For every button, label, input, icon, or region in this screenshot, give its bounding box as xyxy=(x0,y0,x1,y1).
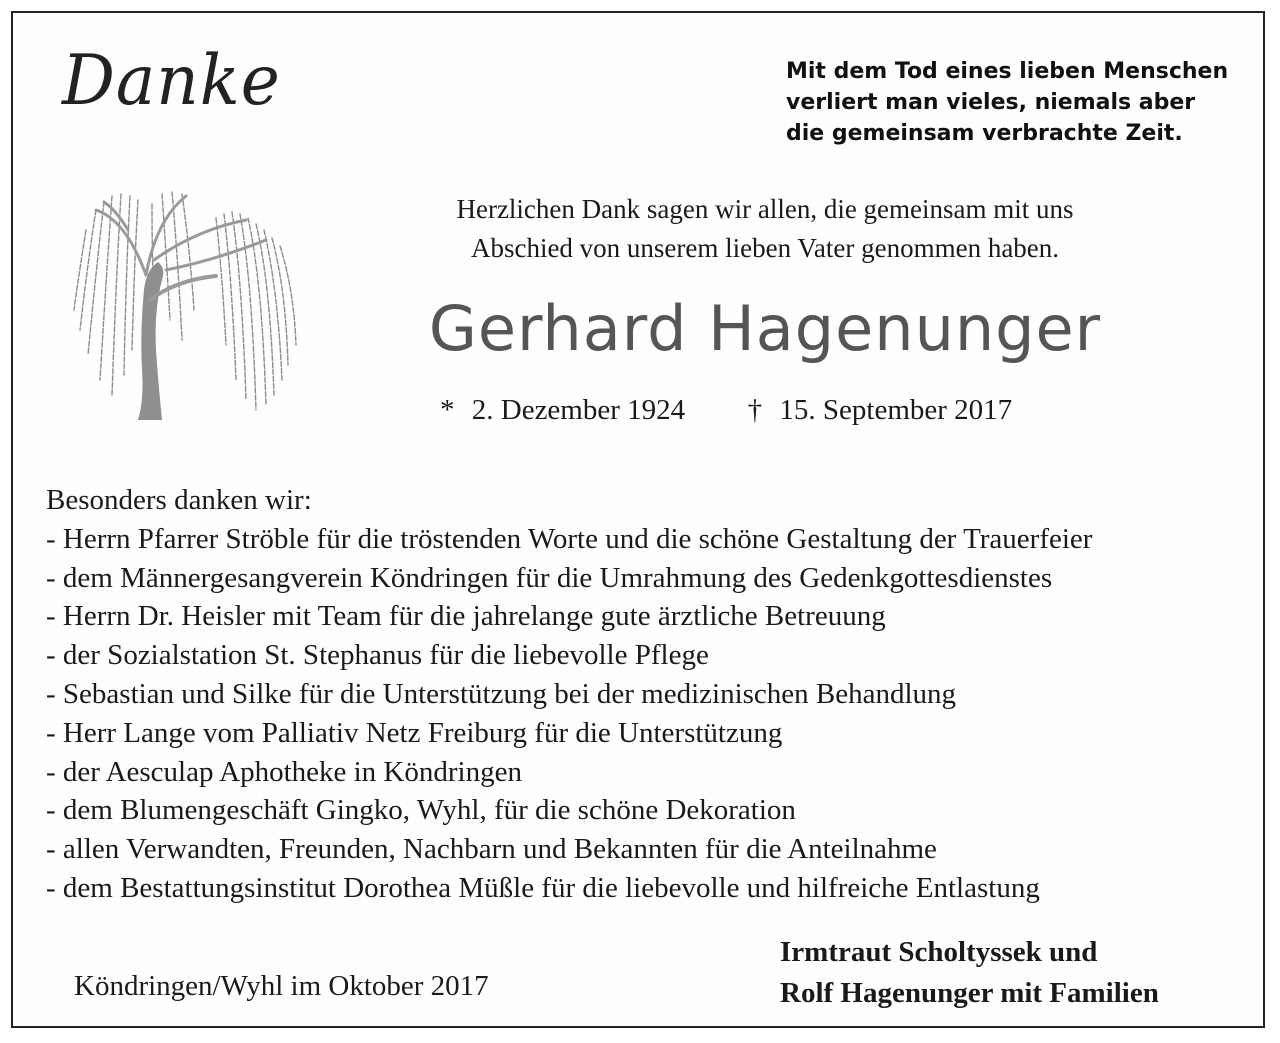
thanks-heading: Besonders danken wir: xyxy=(46,484,312,516)
list-item: - der Aesculap Aphotheke in Köndringen xyxy=(46,755,522,788)
intro-line: Abschied von unserem lieben Vater genommen haben. xyxy=(470,233,1060,263)
life-dates xyxy=(440,394,1022,427)
motto-line: verliert man vieles, niemals aber xyxy=(786,90,1196,115)
list-item: - Herr Lange vom Palliativ Netz Freiburg für die Unterstützung xyxy=(46,716,783,749)
list-item: - der Sozialstation St. Stephanus für die liebevolle Pflege xyxy=(46,639,709,672)
deceased-name: Gerhard Hagenunger xyxy=(428,292,1102,365)
motto-line: Mit dem Tod eines lieben Menschen xyxy=(786,59,1229,84)
list-item: - dem Blumengeschäft Gingko, Wyhl, für die schöne Dekoration xyxy=(46,794,796,827)
death-symbol: † xyxy=(747,394,763,426)
birth-date: 2. Dezember 1924 xyxy=(471,394,686,426)
list-item: - dem Bestattungsinstitut Dorothea Müßle für die liebevolle und hilfreiche Entlastung xyxy=(46,871,1040,904)
list-item: - Herrn Pfarrer Ströble für die tröstenden Worte und die schöne Gestaltung der Trauerfeier xyxy=(46,522,1093,555)
signer-line: Irmtraut Scholtyssek und xyxy=(780,936,1098,968)
list-item: - allen Verwandten, Freunden, Nachbarn und Bekannten für die Anteilnahme xyxy=(46,833,937,866)
weeping-willow-icon xyxy=(66,180,302,425)
death-date: 15. September 2017 xyxy=(779,394,1013,426)
list-item: - Sebastian und Silke für die Unterstützung bei der medizinischen Behandlung xyxy=(46,677,957,710)
birth-symbol: * xyxy=(440,394,455,426)
list-item: - dem Männergesangverein Köndringen für die Umrahmung des Gedenkgottesdienstes xyxy=(46,561,1053,594)
danke-heading: Danke xyxy=(62,40,281,121)
motto-line: die gemeinsam verbrachte Zeit. xyxy=(786,121,1183,146)
thanks-list xyxy=(46,481,1256,908)
signer-line: Rolf Hagenunger mit Familien xyxy=(780,977,1159,1009)
intro-text xyxy=(330,190,1200,268)
signers xyxy=(780,932,1159,1014)
intro-line: Herzlichen Dank sagen wir allen, die gemeinsam mit uns xyxy=(456,194,1074,224)
place-date: Köndringen/Wyhl im Oktober 2017 xyxy=(74,970,489,1002)
list-item: - Herrn Dr. Heisler mit Team für die jahrelange gute ärztliche Betreuung xyxy=(46,600,886,633)
motto-quote xyxy=(786,56,1256,149)
